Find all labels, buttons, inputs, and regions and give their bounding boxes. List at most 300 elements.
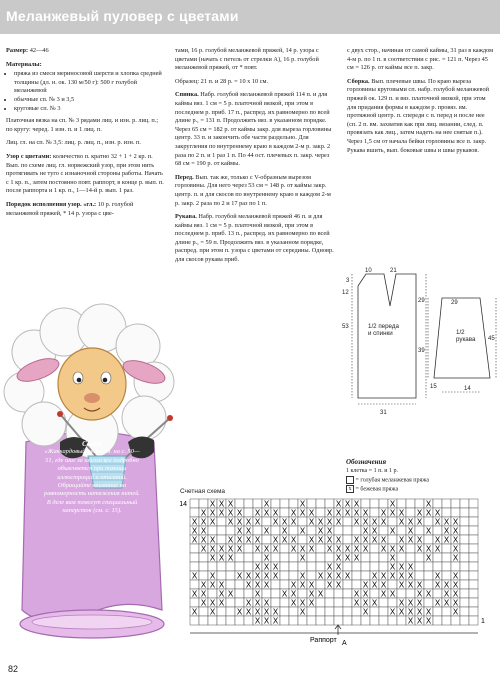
paragraph-text: Вып. плечевые швы. По краю выреза горловины круговыми сп. набр. голубой меланжевой пряжей ок. 129 п. и вяз. платочной вязкой, при этом для придания формы в каждом р. провяз. вм. протяжной центр. п. спереди с п. перед и после нее (сп. 2 п. вм. захватив как при лиц. вязании, след. п. провязать как лиц., затем надеть на нее снятые п.). Через 1,5 см от начала бейки горловины все п. закр. Рукава вшить, вып. боковые швы и швы рукавов. xyxy=(347,77,489,154)
chart-stitch-mark: X xyxy=(335,499,342,509)
chart-cell xyxy=(217,607,226,616)
chart-cell xyxy=(316,580,325,589)
column-2 xyxy=(175,47,335,270)
chart-cell xyxy=(298,562,307,571)
chart-stitch-mark: X xyxy=(362,607,369,617)
legend-row: 1 клетка = 1 п. и 1 р. xyxy=(346,468,398,474)
chart-stitch-mark: X xyxy=(236,508,243,518)
arrow-a xyxy=(335,625,341,635)
chart-stitch-mark: X xyxy=(398,580,405,590)
chart-cell xyxy=(298,535,307,544)
chart-cell xyxy=(469,589,478,598)
chart-cell xyxy=(433,499,442,508)
chart-stitch-mark: X xyxy=(407,571,414,581)
chart-stitch-mark: X xyxy=(299,571,306,581)
chart-cell xyxy=(280,562,289,571)
chart-cell xyxy=(442,607,451,616)
counting-chart xyxy=(176,488,500,664)
chart-cell xyxy=(307,607,316,616)
chart-cell xyxy=(226,526,235,535)
chart-stitch-mark: X xyxy=(245,517,252,527)
chart-cell xyxy=(442,499,451,508)
chart-stitch-mark: X xyxy=(344,508,351,518)
chart-stitch-mark: X xyxy=(353,553,360,563)
chart-stitch-mark: X xyxy=(308,508,315,518)
chart-cell xyxy=(280,616,289,625)
chart-stitch-mark: X xyxy=(254,580,261,590)
chart-stitch-mark: X xyxy=(425,508,432,518)
chart-stitch-mark: X xyxy=(389,499,396,509)
chart-cell xyxy=(460,571,469,580)
chart-cell xyxy=(379,553,388,562)
chart-cell xyxy=(253,499,262,508)
chart-stitch-mark: X xyxy=(254,517,261,527)
chart-stitch-mark: X xyxy=(407,535,414,545)
paragraph-label: Перед. xyxy=(175,173,194,181)
chart-stitch-mark: X xyxy=(272,616,279,626)
chart-cell xyxy=(262,589,271,598)
size-line xyxy=(6,47,166,56)
chart-stitch-mark: X xyxy=(407,580,414,590)
chart-stitch-mark: X xyxy=(362,508,369,518)
chart-cell xyxy=(307,526,316,535)
chart-cell xyxy=(244,544,253,553)
chart-cell xyxy=(406,589,415,598)
chart-cell xyxy=(235,562,244,571)
chart-stitch-mark: X xyxy=(290,544,297,554)
chart-cell xyxy=(289,499,298,508)
chart-cell xyxy=(415,526,424,535)
chart-stitch-mark: X xyxy=(254,616,261,626)
dim-label: 45 xyxy=(488,336,495,342)
chart-cell xyxy=(388,535,397,544)
chart-cell xyxy=(343,589,352,598)
paragraph: Платочная вязка на сп. № 3 рядами лиц. и изн. р. лиц. п.; по кругу: черед. 1 изн. п. и 1 лиц. п. xyxy=(6,117,159,133)
chart-cell xyxy=(469,517,478,526)
chart-stitch-mark: X xyxy=(299,607,306,617)
chart-stitch-mark: X xyxy=(452,580,459,590)
chart-cell xyxy=(406,553,415,562)
chart-cell xyxy=(199,607,208,616)
chart-stitch-mark: X xyxy=(236,535,243,545)
chart-cell xyxy=(280,580,289,589)
chart-cell xyxy=(397,499,406,508)
chart-cell xyxy=(244,589,253,598)
chart-cell xyxy=(379,598,388,607)
chart-cell xyxy=(442,562,451,571)
chart-cell xyxy=(316,499,325,508)
chart-cell xyxy=(460,562,469,571)
chart-cell xyxy=(271,526,280,535)
chart-cell xyxy=(460,553,469,562)
chart-stitch-mark: X xyxy=(434,580,441,590)
paragraph xyxy=(175,91,335,168)
chart-cell xyxy=(388,580,397,589)
chart-stitch-mark: X xyxy=(263,508,270,518)
chart-cell xyxy=(388,517,397,526)
chart-cell xyxy=(361,562,370,571)
chart-cell xyxy=(397,589,406,598)
chart-stitch-mark: X xyxy=(398,562,405,572)
chart-stitch-mark: X xyxy=(281,589,288,599)
chart-stitch-mark: X xyxy=(200,544,207,554)
chart-cell xyxy=(469,571,478,580)
chart-stitch-mark: X xyxy=(191,607,198,617)
chart-stitch-mark: X xyxy=(254,535,261,545)
chart-stitch-mark: X xyxy=(335,535,342,545)
chart-stitch-mark: X xyxy=(272,571,279,581)
blue-yarn-swatch xyxy=(346,476,354,484)
dim-label: 31 xyxy=(380,410,387,416)
chart-stitch-mark: X xyxy=(398,571,405,581)
legend-row xyxy=(346,476,496,485)
chart-stitch-mark: X xyxy=(281,526,288,536)
chart-cell xyxy=(199,616,208,625)
chart-stitch-mark: X xyxy=(200,535,207,545)
chart-stitch-mark: X xyxy=(416,580,423,590)
chart-cell xyxy=(469,580,478,589)
chart-cell xyxy=(334,598,343,607)
chart-cell xyxy=(208,562,217,571)
chart-stitch-mark: X xyxy=(416,616,423,626)
pattern-schema xyxy=(338,268,498,416)
chart-cell xyxy=(460,544,469,553)
legend-text: = бежевая пряжа xyxy=(355,486,399,493)
chart-stitch-mark: X xyxy=(236,526,243,536)
chart-stitch-mark: X xyxy=(425,499,432,509)
sheep-face xyxy=(58,348,126,420)
chart-cell xyxy=(433,607,442,616)
chart-stitch-mark: X xyxy=(380,517,387,527)
chart-cell xyxy=(334,526,343,535)
chart-cell xyxy=(352,607,361,616)
chart-stitch-mark: X xyxy=(272,517,279,527)
dim-label: 53 xyxy=(342,324,349,330)
chart-cell xyxy=(289,616,298,625)
chart-cell xyxy=(244,616,253,625)
chart-cell xyxy=(370,589,379,598)
materials-label: Материалы: xyxy=(6,60,42,68)
paragraph-label: Узор с цветами: xyxy=(6,152,52,160)
chart-stitch-mark: X xyxy=(434,535,441,545)
chart-cell xyxy=(271,589,280,598)
chart-cell xyxy=(460,517,469,526)
chart-cell xyxy=(469,607,478,616)
chart-cell xyxy=(226,598,235,607)
chart-cell xyxy=(379,526,388,535)
chart-cell xyxy=(298,517,307,526)
chart-cells xyxy=(190,499,478,625)
chart-stitch-mark: X xyxy=(416,517,423,527)
chart-stitch-mark: X xyxy=(245,571,252,581)
chart-stitch-mark: X xyxy=(389,508,396,518)
front-back-label: 1/2 переда и спинки xyxy=(368,323,399,337)
chart-cell xyxy=(343,580,352,589)
chart-cell xyxy=(217,571,226,580)
chart-stitch-mark: X xyxy=(335,580,342,590)
chart-stitch-mark: X xyxy=(263,580,270,590)
chart-stitch-mark: X xyxy=(191,589,198,599)
chart-cell xyxy=(298,589,307,598)
chart-stitch-mark: X xyxy=(236,607,243,617)
chart-stitch-mark: X xyxy=(263,571,270,581)
paragraph-label: Сборка. xyxy=(347,77,370,85)
paragraph-text: Вып. так же, только с V-образным вырезом горловины. Для него через 53 см = 148 р. от каймы закр. центр. п. и для скосов по внутреннему краю в каждом 2-м р. закр. 2 раза по 2 и 17 раз по 1 п. xyxy=(175,173,331,207)
chart-stitch-mark: X xyxy=(362,589,369,599)
chart-stitch-mark: X xyxy=(263,544,270,554)
paragraph-label: Спинка. xyxy=(175,91,199,99)
chart-stitch-mark: X xyxy=(227,517,234,527)
chart-stitch-mark: X xyxy=(353,499,360,509)
chart-cell xyxy=(352,616,361,625)
chart-cell xyxy=(469,535,478,544)
chart-cell xyxy=(433,553,442,562)
chart-stitch-mark: X xyxy=(254,508,261,518)
chart-cell xyxy=(208,616,217,625)
chart-cell xyxy=(469,526,478,535)
chart-stitch-mark: X xyxy=(254,589,261,599)
dim-label: 29 xyxy=(451,300,458,306)
chart-stitch-mark: X xyxy=(407,526,414,536)
chart-stitch-mark: X xyxy=(272,607,279,617)
paragraph xyxy=(175,213,335,265)
chart-stitch-mark: X xyxy=(299,499,306,509)
chart-cell xyxy=(244,553,253,562)
chart-stitch-mark: X xyxy=(236,544,243,554)
paragraph-text: 10 р. голубой меланжевой пряжей, * 14 р. узора с цве- xyxy=(6,200,134,217)
chart-cell xyxy=(190,580,199,589)
chart-stitch-mark: X xyxy=(227,589,234,599)
chart-stitch-mark: X xyxy=(380,544,387,554)
chart-cell xyxy=(424,562,433,571)
chart-stitch-mark: X xyxy=(272,562,279,572)
chart-cell xyxy=(361,616,370,625)
tip-text: «Жаккардовый узор» см. на с. 50—51, где шаг за шагом все подробно объясняется при помощи иллюстраций и описаний. Обращайте внимание на равномерность натяжения нитей. В деле вам помогут специальный наперсток (см. с. 15). xyxy=(44,448,140,515)
chart-stitch-mark: X xyxy=(416,508,423,518)
chart-cell xyxy=(199,571,208,580)
chart-stitch-mark: X xyxy=(371,598,378,608)
chart-cell xyxy=(325,499,334,508)
chart-stitch-mark: X xyxy=(308,580,315,590)
chart-cell xyxy=(217,616,226,625)
chart-cell xyxy=(289,607,298,616)
chart-cell xyxy=(397,526,406,535)
chart-stitch-mark: X xyxy=(443,517,450,527)
chart-cell xyxy=(415,562,424,571)
chart-stitch-mark: X xyxy=(434,598,441,608)
chart-stitch-mark: X xyxy=(407,562,414,572)
chart-cell xyxy=(244,499,253,508)
chart-stitch-mark: X xyxy=(245,526,252,536)
chart-stitch-mark: X xyxy=(452,571,459,581)
chart-stitch-mark: X xyxy=(434,508,441,518)
chart-stitch-mark: X xyxy=(263,598,270,608)
chart-cell xyxy=(460,616,469,625)
chart-stitch-mark: X xyxy=(371,517,378,527)
chart-cell xyxy=(226,571,235,580)
chart-stitch-mark: X xyxy=(326,508,333,518)
chart-cell xyxy=(217,517,226,526)
paragraph-text: количество п. кратно 32 + 1 + 2 кр. п. Вып. по схеме лиц. гл. норвежский узор, при этом нить протягивать не туго с изнаночной стороны работы. Начать с 1 кр. п., затем постоянно повт. раппорт, в конце р. вып. п. после раппорта и 1 кр. п., 1—14-й р. вып. 1 раз. xyxy=(6,152,164,195)
chart-stitch-mark: X xyxy=(245,598,252,608)
chart-cell xyxy=(442,616,451,625)
chart-stitch-mark: X xyxy=(263,553,270,563)
chart-cell xyxy=(361,499,370,508)
chart-stitch-mark: X xyxy=(344,544,351,554)
chart-cell xyxy=(433,562,442,571)
chart-cell xyxy=(325,616,334,625)
chart-cell xyxy=(343,607,352,616)
chart-cell xyxy=(442,544,451,553)
chart-cell xyxy=(334,607,343,616)
chart-cell xyxy=(325,553,334,562)
chart-cell xyxy=(289,562,298,571)
chart-stitch-mark: X xyxy=(335,508,342,518)
size-value: 42—46 xyxy=(29,47,49,54)
chart-stitch-mark: X xyxy=(326,580,333,590)
chart-cell xyxy=(235,616,244,625)
chart-stitch-mark: X xyxy=(398,535,405,545)
chart-cell xyxy=(424,571,433,580)
chart-cell xyxy=(343,616,352,625)
chart-stitch-mark: X xyxy=(353,535,360,545)
chart-cell xyxy=(226,607,235,616)
chart-stitch-mark: X xyxy=(317,535,324,545)
chart-cell xyxy=(280,499,289,508)
chart-stitch-mark: X xyxy=(389,526,396,536)
chart-stitch-mark: X xyxy=(254,598,261,608)
chart-stitch-mark: X xyxy=(362,580,369,590)
chart-stitch-mark: X xyxy=(452,553,459,563)
chart-stitch-mark: X xyxy=(245,580,252,590)
chart-stitch-mark: X xyxy=(371,535,378,545)
chart-cell xyxy=(469,616,478,625)
chart-cell xyxy=(460,499,469,508)
chart-cell xyxy=(280,607,289,616)
chart-stitch-mark: X xyxy=(389,553,396,563)
chart-stitch-mark: X xyxy=(209,535,216,545)
chart-cell xyxy=(271,580,280,589)
chart-cell xyxy=(451,499,460,508)
chart-cell xyxy=(460,508,469,517)
chart-cell xyxy=(190,508,199,517)
chart-stitch-mark: X xyxy=(326,535,333,545)
chart-stitch-mark: X xyxy=(353,598,360,608)
chart-stitch-mark: X xyxy=(353,589,360,599)
chart-stitch-mark: X xyxy=(290,589,297,599)
chart-stitch-mark: X xyxy=(452,535,459,545)
chart-stitch-mark: X xyxy=(371,580,378,590)
dim-label: 29 xyxy=(418,298,425,304)
chart-stitch-mark: X xyxy=(245,535,252,545)
chart-stitch-mark: X xyxy=(380,571,387,581)
paragraph xyxy=(6,201,166,218)
chart-cell xyxy=(379,616,388,625)
chart-cell xyxy=(406,508,415,517)
chart-cell xyxy=(190,499,199,508)
chart-cell xyxy=(280,571,289,580)
chart-stitch-mark: X xyxy=(407,517,414,527)
chart-cell xyxy=(280,553,289,562)
chart-stitch-mark: X xyxy=(362,517,369,527)
chart-stitch-mark: X xyxy=(335,517,342,527)
chart-cell xyxy=(397,553,406,562)
chart-cell xyxy=(406,499,415,508)
chart-cell xyxy=(253,553,262,562)
chart-cell xyxy=(388,616,397,625)
chart-cell xyxy=(424,535,433,544)
chart-stitch-mark: X xyxy=(353,508,360,518)
chart-stitch-mark: X xyxy=(299,598,306,608)
chart-stitch-mark: X xyxy=(335,571,342,581)
chart-stitch-mark: X xyxy=(398,517,405,527)
chart-stitch-mark: X xyxy=(218,598,225,608)
chart-stitch-mark: X xyxy=(317,571,324,581)
chart-cell xyxy=(460,589,469,598)
chart-stitch-mark: X xyxy=(434,544,441,554)
chart-stitch-mark: X xyxy=(425,553,432,563)
chart-stitch-mark: X xyxy=(398,544,405,554)
chart-stitch-mark: X xyxy=(263,526,270,536)
chart-cell xyxy=(370,553,379,562)
chart-cell xyxy=(442,508,451,517)
chart-stitch-mark: X xyxy=(209,580,216,590)
paragraph: тами, 16 р. голубой меланжевой пряжей, 14 р. узора с цветами (начать с петель от стрелки A), 16 р. голубой меланжевой пряжей, от * повт. xyxy=(175,47,319,72)
chart-cell xyxy=(298,616,307,625)
chart-cell xyxy=(316,562,325,571)
chart-stitch-mark: X xyxy=(380,508,387,518)
chart-stitch-mark: X xyxy=(326,526,333,536)
chart-cell xyxy=(253,526,262,535)
dim-label: 14 xyxy=(464,386,471,392)
chart-cell xyxy=(469,562,478,571)
chart-stitch-mark: X xyxy=(191,535,198,545)
arrow-label: A xyxy=(342,640,347,647)
chart-cell xyxy=(190,598,199,607)
chart-stitch-mark: X xyxy=(371,571,378,581)
chart-stitch-mark: X xyxy=(326,562,333,572)
chart-cell xyxy=(271,553,280,562)
chart-cell xyxy=(271,598,280,607)
paragraph: Образец: 21 п. и 28 р. = 10 х 10 см. xyxy=(175,77,269,85)
chart-cell xyxy=(469,553,478,562)
chart-stitch-mark: X xyxy=(209,508,216,518)
chart-stitch-mark: X xyxy=(380,589,387,599)
materials-heading xyxy=(6,61,166,70)
chart-stitch-mark: X xyxy=(209,553,216,563)
chart-stitch-mark: X xyxy=(236,571,243,581)
chart-stitch-mark: X xyxy=(344,499,351,509)
paragraph: Лиц. гл. на сп. № 3,5: лиц. р. лиц. п., изн. р. изн. п. xyxy=(6,139,141,147)
chart-cell xyxy=(388,598,397,607)
chart-stitch-mark: X xyxy=(425,607,432,617)
chart-stitch-mark: X xyxy=(389,544,396,554)
chart-stitch-mark: X xyxy=(425,616,432,626)
chart-cell xyxy=(307,553,316,562)
chart-stitch-mark: X xyxy=(443,535,450,545)
chart-cell xyxy=(316,553,325,562)
chart-cell xyxy=(226,616,235,625)
chart-cell xyxy=(325,598,334,607)
materials-item: • обычные сп. № 3 и 3,5 xyxy=(14,96,166,105)
chart-cell xyxy=(316,607,325,616)
chart-cell xyxy=(280,544,289,553)
chart-stitch-mark: X xyxy=(416,544,423,554)
chart-stitch-mark: X xyxy=(398,607,405,617)
chart-stitch-mark: X xyxy=(326,544,333,554)
chart-stitch-mark: X xyxy=(200,598,207,608)
chart-cell xyxy=(334,616,343,625)
